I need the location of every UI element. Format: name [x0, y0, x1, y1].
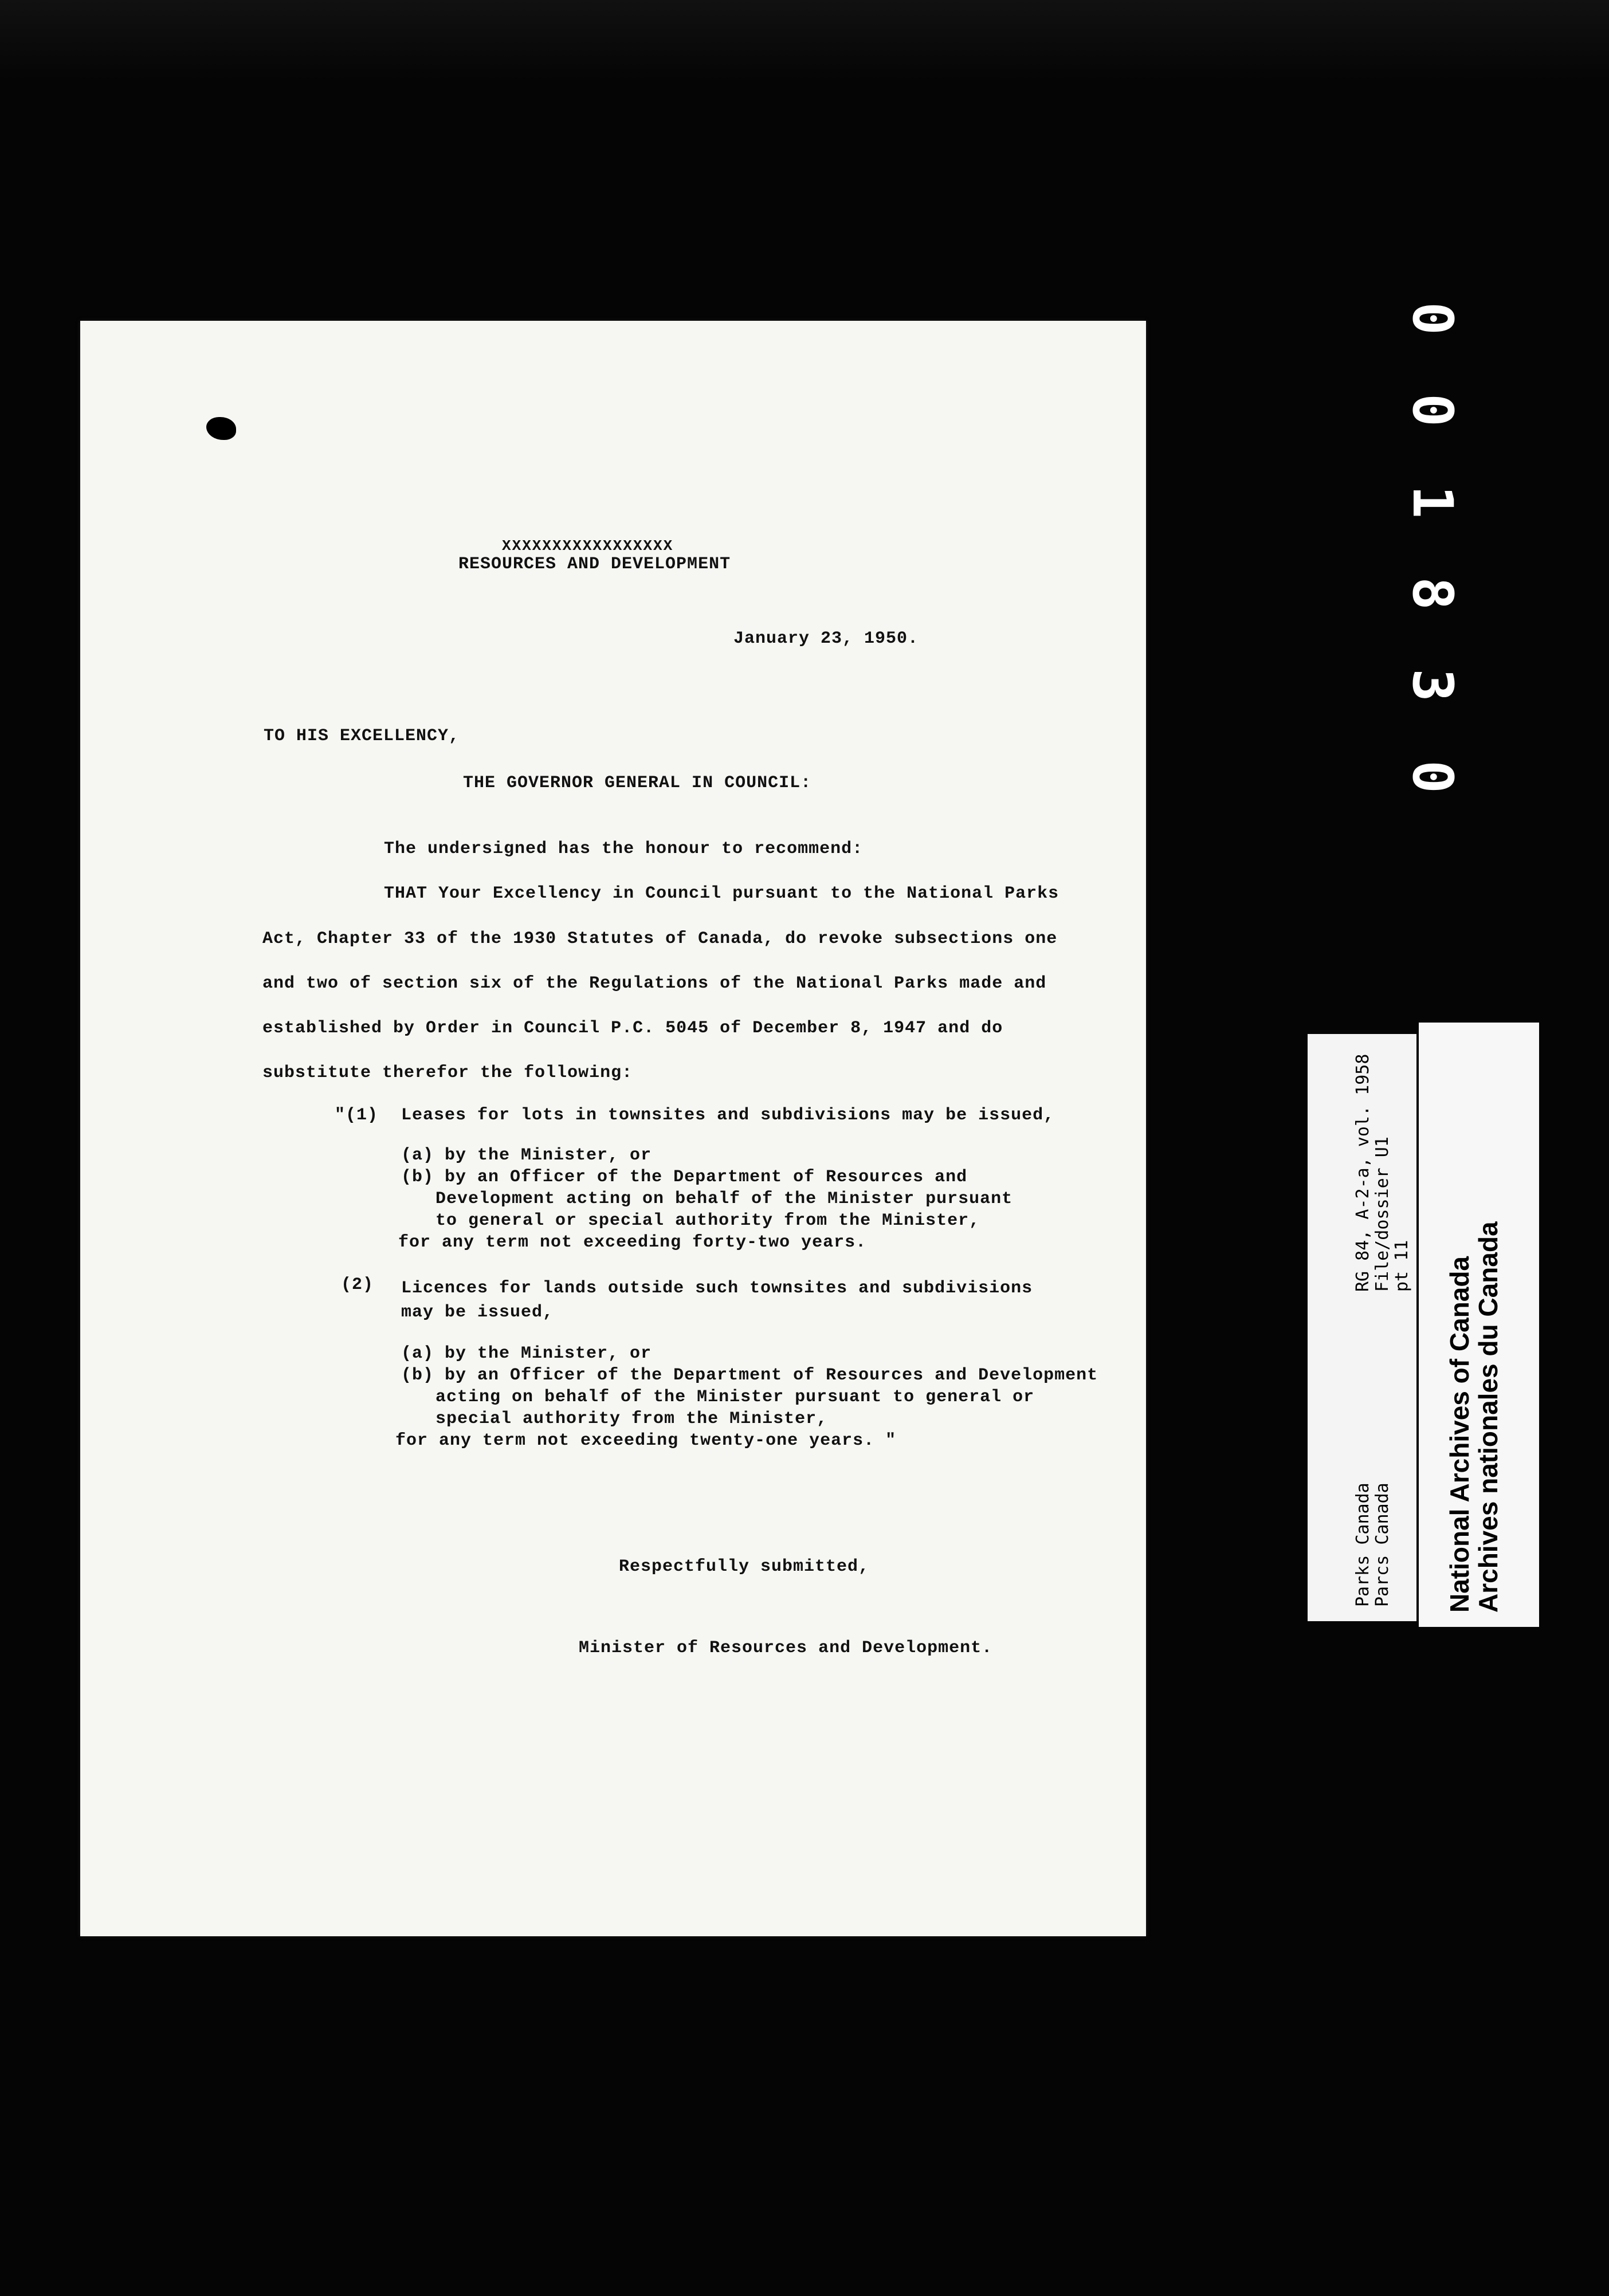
frame-digit: 8	[1400, 577, 1465, 610]
reference-line: pt 11	[1392, 1240, 1412, 1292]
frame-digit: 0	[1400, 760, 1465, 793]
document-text	[80, 321, 1146, 1936]
clause-1-item: (b) by an Officer of the Department of Resources and	[401, 1167, 968, 1187]
agency-line: Parcs Canada	[1372, 1483, 1392, 1607]
clause-2-item: (a) by the Minister, or	[401, 1344, 652, 1363]
clause-1-item: Development acting on behalf of the Minister pursuant	[435, 1189, 1013, 1209]
clause-1-marker: "(1)	[335, 1106, 379, 1125]
clause-1-item: to general or special authority from the Minister,	[435, 1211, 980, 1230]
clause-1-term: for any term not exceeding forty-two years.	[398, 1233, 867, 1252]
archives-name-en: National Archives of Canada	[1445, 1256, 1474, 1613]
film-edge	[0, 0, 1609, 80]
reference-line: File/dossier U1	[1372, 1137, 1392, 1292]
frame-digit: 0	[1400, 394, 1465, 427]
document-page	[80, 321, 1146, 1936]
clause-2-item: acting on behalf of the Minister pursuant to general or	[435, 1387, 1035, 1407]
salutation-line-1: TO HIS EXCELLENCY,	[264, 726, 460, 746]
clause-2-text: may be issued,	[401, 1303, 554, 1322]
archives-name-fr: Archives nationales du Canada	[1473, 1221, 1503, 1613]
clause-2-item: (b) by an Officer of the Department of Resources and Development	[401, 1366, 1098, 1385]
clause-1-item: (a) by the Minister, or	[401, 1146, 652, 1165]
signature-title: Minister of Resources and Development.	[579, 1638, 993, 1658]
clause-2-text: Licences for lands outside such townsites and subdivisions	[401, 1279, 1033, 1298]
frame-digit: 3	[1400, 669, 1465, 702]
body-line: substitute therefor the following:	[262, 1063, 633, 1083]
intro-line: The undersigned has the honour to recommend:	[384, 839, 864, 859]
clause-2-marker: (2)	[341, 1275, 374, 1295]
body-line: established by Order in Council P.C. 5045 of December 8, 1947 and do	[262, 1019, 1003, 1038]
clause-2-item: special authority from the Minister,	[435, 1409, 828, 1429]
frame-digit: 0	[1400, 302, 1465, 335]
department-heading: RESOURCES AND DEVELOPMENT	[458, 555, 731, 574]
body-line: Act, Chapter 33 of the 1930 Statutes of Canada, do revoke subsections one	[262, 929, 1058, 949]
reference-line: RG 84, A-2-a, vol. 1958	[1353, 1053, 1373, 1292]
body-line: THAT Your Excellency in Council pursuant to the National Parks	[384, 884, 1059, 903]
agency-line: Parks Canada	[1353, 1483, 1373, 1607]
frame-digit: 1	[1400, 485, 1465, 518]
archive-reference-label	[1308, 1034, 1416, 1621]
clause-1-text: Leases for lots in townsites and subdivisions may be issued,	[401, 1106, 1055, 1125]
closing: Respectfully submitted,	[619, 1557, 870, 1576]
national-archives-label	[1419, 1023, 1539, 1627]
clause-2-term: for any term not exceeding twenty-one years. "	[395, 1431, 897, 1450]
salutation-line-2: THE GOVERNOR GENERAL IN COUNCIL:	[463, 773, 812, 793]
date: January 23, 1950.	[733, 629, 919, 648]
frame-number	[1398, 286, 1467, 831]
body-line: and two of section six of the Regulations of the National Parks made and	[262, 974, 1047, 993]
struck-heading: XXXXXXXXXXXXXXXXX	[502, 537, 674, 555]
